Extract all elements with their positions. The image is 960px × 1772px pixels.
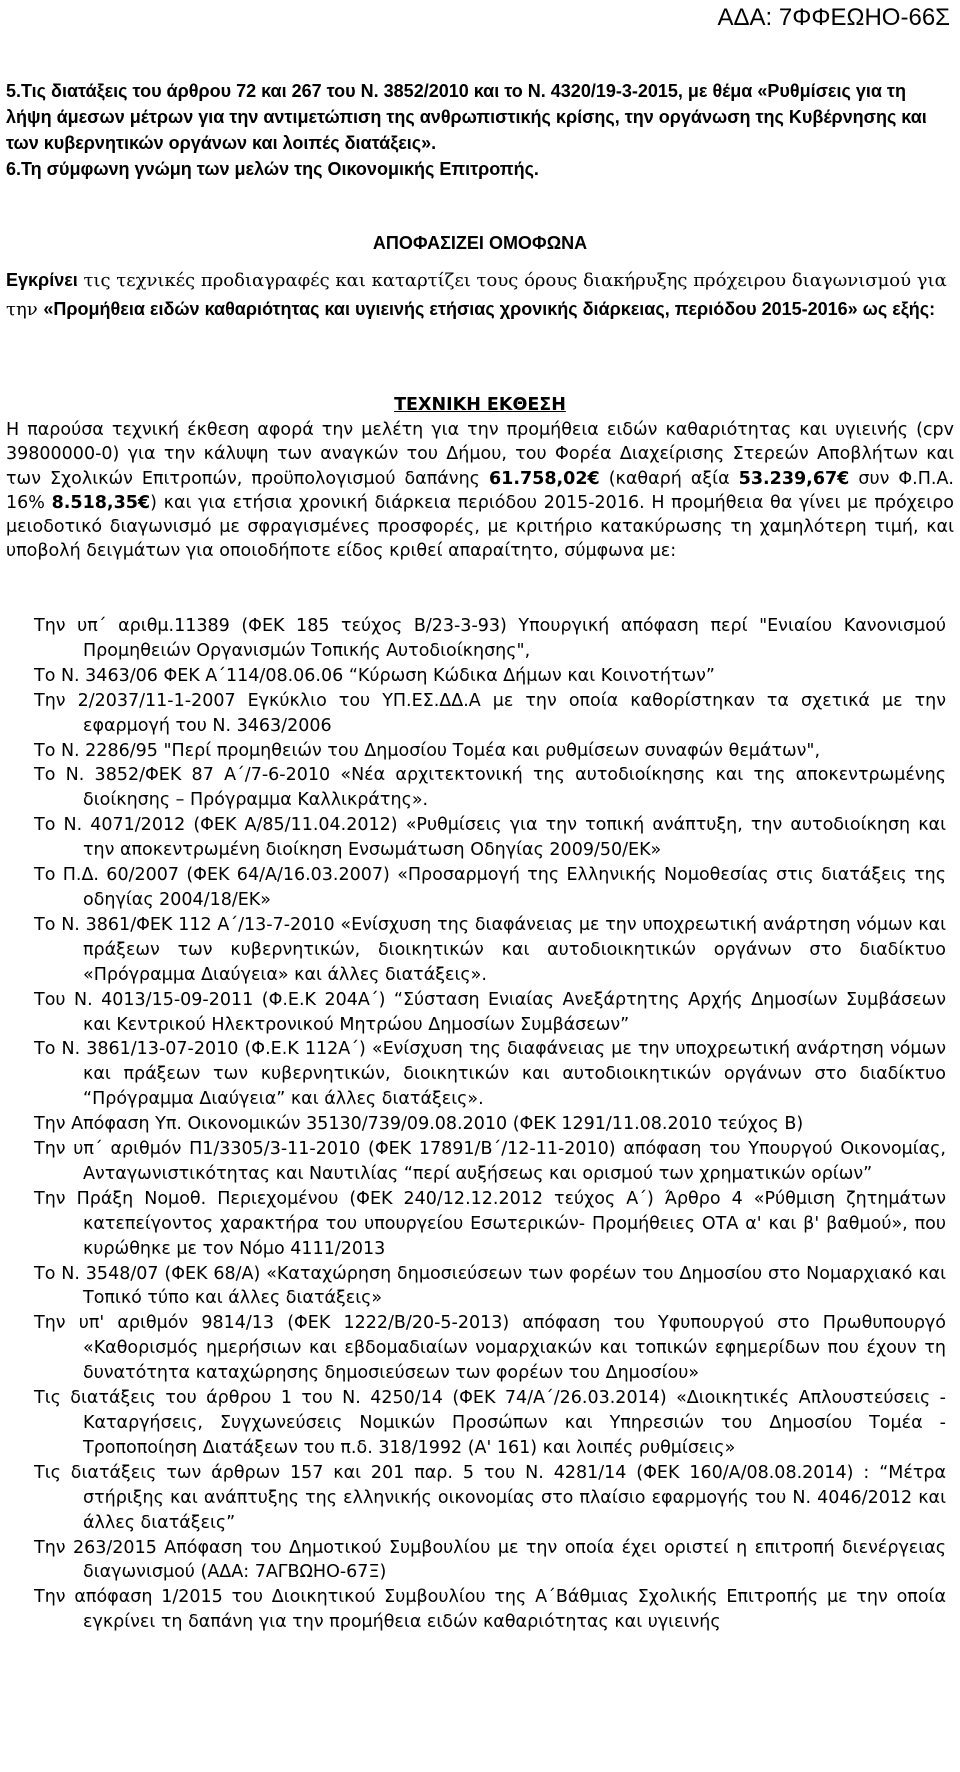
decision-verb: Εγκρίνει	[6, 270, 78, 290]
reference-item: Την υπ΄ αριθμ.11389 (ΦΕΚ 185 τεύχος Β/23-3-93) Υπουργική απόφαση περί "Ενιαίου Κανονισμού Προμηθειών Οργανισμών Τοπικής Αυτοδιοίκησης",	[34, 616, 946, 661]
report-heading: ΤΕΧΝΙΚΗ ΕΚΘΕΣΗ	[394, 395, 566, 415]
reference-item: Το Ν. 3463/06 ΦΕΚ Α΄114/08.06.06 “Κύρωση Κώδικα Δήμων και Κοινοτήτων”	[34, 665, 715, 686]
decision-subject: «Προμήθεια ειδών καθαριότητας και υγιεινής ετήσιας χρονικής διάρκειας, περιόδου 2015-2016» ως εξής:	[43, 299, 936, 319]
report-paragraph	[6, 418, 954, 564]
reference-item: Το Ν. 3861/13-07-2010 (Φ.Ε.Κ 112Α΄) «Ενίσχυση της διαφάνειας με την υποχρεωτική ανάρτηση νόμων και πράξεων των κυβερνητικών, διοικητικών και αυτοδιοικητικών οργάνων στο διαδίκτυο “Πρόγραμμα Διαύγεια” και άλλες διατάξεις».	[34, 1039, 946, 1110]
preamble-item-5: 5.Τις διατάξεις του άρθρου 72 και 267 του Ν. 3852/2010 και το Ν. 4320/19-3-2015, με θέμα «Ρυθμίσεις για τη λήψη άμεσων μέτρων για την αντιμετώπιση της ανθρωπιστικής κρίσης, την οργάνωση της Κυβέρνησης και των κυβερνητικών οργάνων και λοιπές διατάξεις».	[6, 81, 927, 153]
reference-item: Τις διατάξεις των άρθρων 157 και 201 παρ. 5 του Ν. 4281/14 (ΦΕΚ 160/Α/08.08.2014) : “Μέτρα στήριξης και ανάπτυξης της ελληνικής οικονομίας στο πλαίσιο εφαρμογής του Ν. 4046/2012 και άλλες διατάξεις”	[34, 1462, 946, 1533]
reference-item: Το Ν. 3861/ΦΕΚ 112 Α΄/13-7-2010 «Ενίσχυση της διαφάνειας με την υποχρεωτική ανάρτηση νόμων και πράξεων των κυβερνητικών, διοικητικών και αυτοδιοικητικών οργάνων στο διαδίκτυο «Πρόγραμμα Διαύγεια» και άλλες διατάξεις».	[34, 914, 946, 985]
reference-item: Την 263/2015 Απόφαση του Δημοτικού Συμβουλίου με την οποία έχει οριστεί η επιτροπή διενέργειας διαγωνισμού (ΑΔΑ: 7ΑΓΒΩΗΟ-67Ξ)	[34, 1537, 946, 1583]
amount-net: 53.239,67€	[738, 468, 850, 489]
amount-vat: 8.518,35€	[51, 492, 151, 513]
reference-item: Την υπ' αριθμόν 9814/13 (ΦΕΚ 1222/Β/20-5-2013) απόφαση του Υφυπουργού στο Πρωθυπουργό «Καθορισμός ημερήσιων και εβδομαδιαίων νομαρχιακών και τοπικών εφημερίδων που έχουν τη δυνατότητα καταχώρησης δημοσιεύσεων των φορέων του Δημοσίου»	[34, 1313, 946, 1384]
reference-item: Το Ν. 2286/95 "Περί προμηθειών του Δημοσίου Τομέα και ρυθμίσεων συναφών θεμάτων",	[34, 740, 821, 761]
reference-item: Την Απόφαση Υπ. Οικονομικών 35130/739/09.08.2010 (ΦΕΚ 1291/11.08.2010 τεύχος Β)	[34, 1114, 804, 1135]
reference-item: Του Ν. 4013/15-09-2011 (Φ.Ε.Κ 204Α΄) “Σύσταση Ενιαίας Ανεξάρτητης Αρχής Δημοσίων Συμβάσεων και Κεντρικού Ηλεκτρονικού Μητρώου Δημοσίων Συμβάσεων”	[34, 989, 946, 1035]
report-text-2: (καθαρή αξία	[599, 468, 739, 489]
amount-total: 61.758,02€	[488, 468, 600, 489]
report-text-3: συν Φ.Π.Α. 16%	[6, 468, 954, 513]
decision-paragraph	[6, 266, 954, 324]
report-text-4: ) και για ετήσια χρονική διάρκεια περιόδου 2015-2016. Η προμήθεια θα γίνει με πρόχειρο μειοδοτικό διαγωνισμό με σφραγισμένες προσφορές, με κριτήριο κατακύρωσης τη χαμηλότερη τιμή, και υποβολή δειγμάτων για οποιοδήποτε είδος κριθεί απαραίτητο, σύμφωνα με:	[6, 492, 954, 562]
reference-item: Το Ν. 3852/ΦΕΚ 87 Α΄/7-6-2010 «Νέα αρχιτεκτονική της αυτοδιοίκησης και της αποκεντρωμένης διοίκησης – Πρόγραμμα Καλλικράτης».	[34, 765, 946, 811]
decision-text: τις τεχνικές προδιαγραφές και καταρτίζει τους όρους διακήρυξης πρόχειρου διαγωνισμού για την	[6, 270, 947, 320]
report-text-1: Η παρούσα τεχνική έκθεση αφορά την μελέτη για την προμήθεια ειδών καθαριότητας και υγιεινής (cpv 39800000-0) για την κάλυψη των αναγκών του Δήμου, του Φορέα Διαχείρισης Στερεών Αποβλήτων και των Σχολικών Επιτροπών, προϋπολογισμού δαπάνης	[6, 420, 954, 489]
ada-code: ΑΔΑ: 7ΦΦΕΩΗΟ-66Σ	[717, 4, 950, 31]
preamble	[6, 78, 954, 182]
reference-item: Την απόφαση 1/2015 του Διοικητικού Συμβουλίου της Α΄Βάθμιας Σχολικής Επιτροπής με την οποία εγκρίνει τη δαπάνη για την προμήθεια ειδών καθαριότητας και υγιεινής	[34, 1587, 946, 1633]
reference-item: Το Ν. 4071/2012 (ΦΕΚ Α/85/11.04.2012) «Ρυθμίσεις για την τοπική ανάπτυξη, την αυτοδιοίκηση και την αποκεντρωμένη διοίκηση Ενσωμάτωση Οδηγίας 2009/50/ΕΚ»	[34, 815, 946, 861]
reference-item: Τις διατάξεις του άρθρου 1 του Ν. 4250/14 (ΦΕΚ 74/Α΄/26.03.2014) «Διοικητικές Απλουστεύσεις - Καταργήσεις, Συγχωνεύσεις Νομικών Προσώπων και Υπηρεσιών του Δημοσίου Τομέα - Τροποποίηση Διατάξεων του π.δ. 318/1992 (Α' 161) και λοιπές ρυθμίσεις»	[34, 1388, 946, 1458]
decision-heading: ΑΠΟΦΑΣΙΖΕΙ ΟΜΟΦΩΝΑ	[372, 233, 588, 253]
reference-item: Την Πράξη Νομοθ. Περιεχομένου (ΦΕΚ 240/12.12.2012 τεύχος Α΄) Άρθρο 4 «Ρύθμιση ζητημάτων κατεπείγοντος χαρακτήρα του υπουργείου Εσωτερικών- Προμήθειες ΟΤΑ α' και β' βαθμού», που κυρώθηκε με τον Νόμο 4111/2013	[34, 1188, 946, 1259]
preamble-item-6: 6.Τη σύμφωνη γνώμη των μελών της Οικονομικής Επιτροπής.	[6, 159, 539, 179]
legal-references-list	[34, 614, 946, 1635]
reference-item: Το Π.Δ. 60/2007 (ΦΕΚ 64/Α/16.03.2007) «Προσαρμογή της Ελληνικής Νομοθεσίας στις διατάξεις της οδηγίας 2004/18/ΕΚ»	[34, 865, 946, 910]
reference-item: Την 2/2037/11-1-2007 Εγκύκλιο του ΥΠ.ΕΣ.ΔΔ.Α με την οποία καθορίστηκαν τα σχετικά με την εφαρμογή του Ν. 3463/2006	[34, 690, 946, 736]
reference-item: Το Ν. 3548/07 (ΦΕΚ 68/Α) «Καταχώρηση δημοσιεύσεων των φορέων του Δημοσίου στο Νομαρχιακό και Τοπικό τύπο και άλλες διατάξεις»	[34, 1263, 946, 1309]
reference-item: Την υπ΄ αριθμόν Π1/3305/3-11-2010 (ΦΕΚ 17891/Β΄/12-11-2010) απόφαση του Υπουργού Οικονομίας, Ανταγωνιστικότητας και Ναυτιλίας “περί αυξήσεως και ορισμού των χρηματικών ορίων”	[34, 1139, 946, 1184]
